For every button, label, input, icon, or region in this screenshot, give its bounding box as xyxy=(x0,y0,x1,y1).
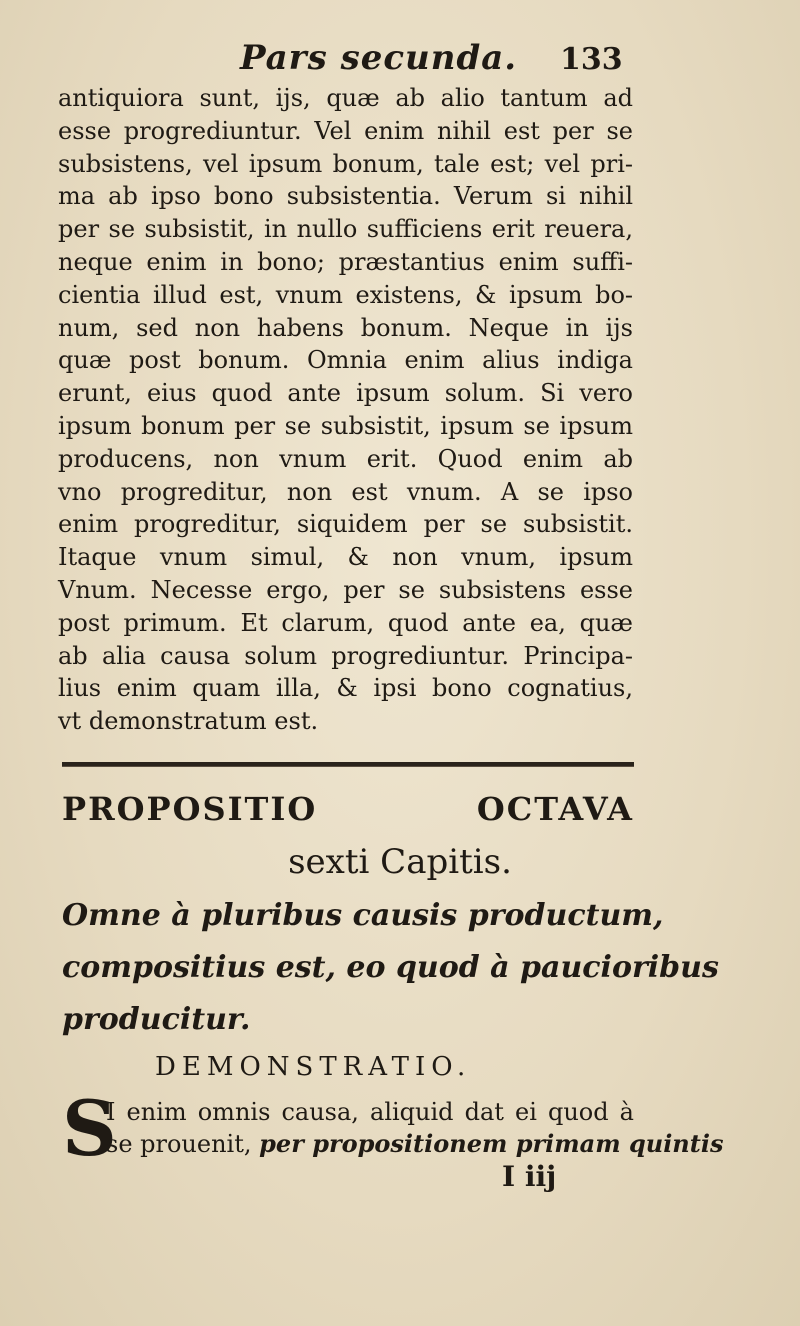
text-line: num, sed non habens bonum. Neque in ijs xyxy=(58,313,633,342)
demonstration-lines xyxy=(106,1096,724,1160)
text-line: neque enim in bono; præstantius enim suffi- xyxy=(58,247,633,276)
text-line: enim progreditur, siquidem per se subsistit. xyxy=(58,510,633,539)
page-header xyxy=(0,38,800,88)
body-text xyxy=(58,82,633,738)
text-line: quæ post bonum. Omnia enim alius indiga xyxy=(58,346,633,375)
proposition-heading: PROPOSITIO OCTAVA xyxy=(62,790,634,828)
demonstration-heading: DEMONSTRATIO. xyxy=(155,1052,472,1082)
statement-line: Omne à pluribus causis productum, xyxy=(62,898,664,933)
text-line: per se subsistit, in nullo sufficiens erit reuera, xyxy=(58,215,633,244)
text-line: Vnum. Necesse ergo, per se subsistens esse xyxy=(58,575,633,604)
section-rule xyxy=(62,762,634,767)
proposition-subheading: sexti Capitis. xyxy=(288,842,512,882)
text-line: producens, non vnum erit. Quod enim ab xyxy=(58,444,633,473)
statement-line: producitur. xyxy=(62,1002,251,1037)
text-line: lius enim quam illa, & ipsi bono cognatius, xyxy=(58,674,633,703)
demonstration-line: I enim omnis causa, aliquid dat ei quod à xyxy=(106,1098,634,1126)
text-line: antiquiora sunt, ijs, quæ ab alio tantum ad xyxy=(58,84,633,112)
demonstration-body xyxy=(62,1084,724,1173)
text-line: subsistens, vel ipsum bonum, tale est; vel pri- xyxy=(58,149,633,178)
demonstration-line xyxy=(106,1128,724,1160)
text-line: cientia illud est, vnum existens, & ipsum bo- xyxy=(58,280,633,309)
text-line: vno progreditur, non est vnum. A se ipso xyxy=(58,477,633,506)
statement-line: compositius est, eo quod à paucioribus xyxy=(62,950,719,985)
text-line: post primum. Et clarum, quod ante ea, quæ xyxy=(58,608,633,637)
text-line: ma ab ipso bono subsistentia. Verum si nihil xyxy=(58,182,633,211)
text-line: Itaque vnum simul, & non vnum, ipsum xyxy=(58,543,633,572)
proposition-statement xyxy=(62,890,719,1046)
demonstration-line-roman: se prouenit, xyxy=(106,1130,260,1158)
text-line: esse progrediuntur. Vel enim nihil est per se xyxy=(58,116,633,145)
page-number: 133 xyxy=(560,42,623,77)
text-line: ab alia causa solum progrediuntur. Principa- xyxy=(58,641,633,670)
text-line: erunt, eius quod ante ipsum solum. Si vero xyxy=(58,379,633,408)
drop-cap: S xyxy=(62,1084,117,1173)
demonstration-line-italic: per propositionem primam quintis xyxy=(259,1129,724,1158)
running-head: Pars secunda. xyxy=(240,38,518,78)
text-line: ipsum bonum per se subsistit, ipsum se ipsum xyxy=(58,411,633,440)
text-line-last: vt demonstratum est. xyxy=(58,707,319,736)
signature-mark: I iij xyxy=(502,1160,557,1193)
